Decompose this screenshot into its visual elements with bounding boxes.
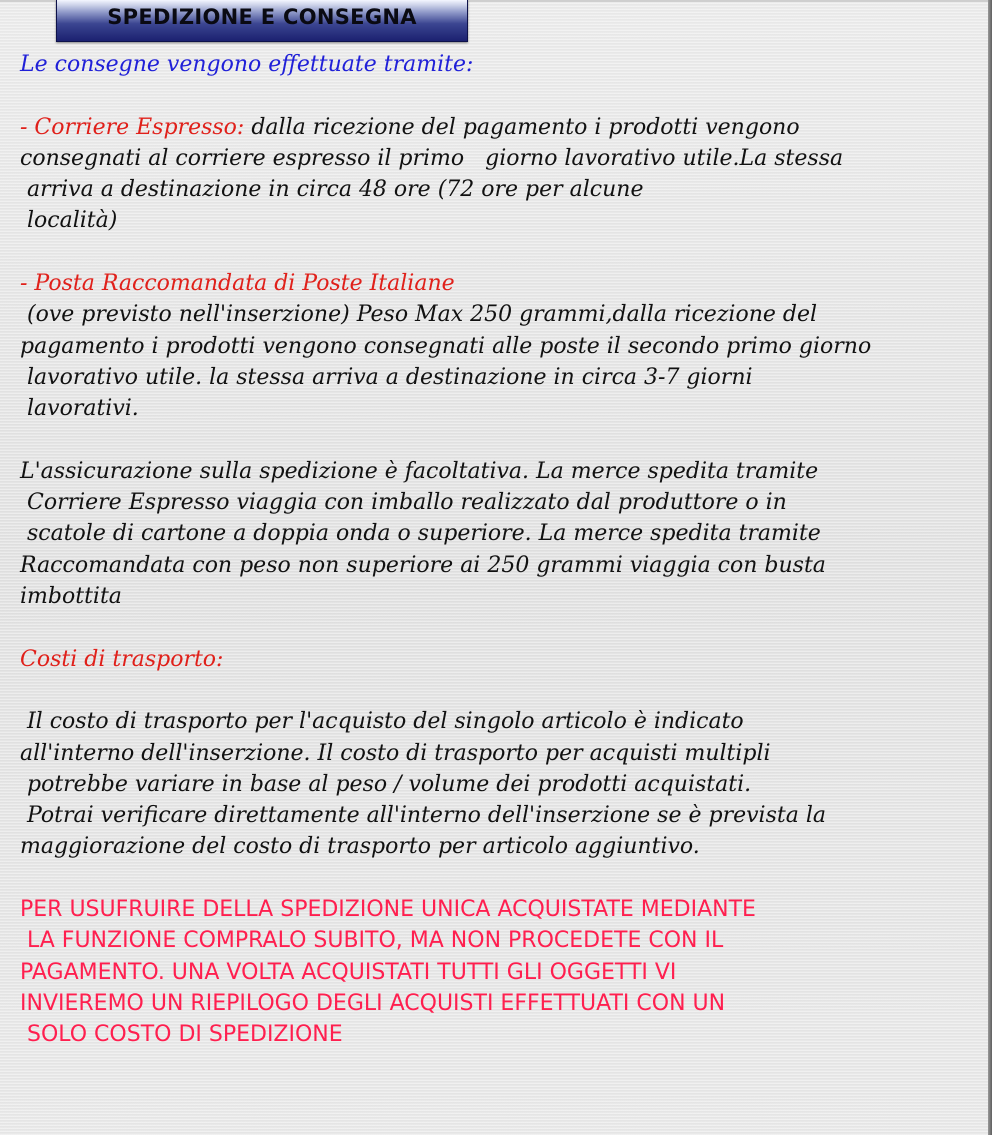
corriere-line-3: arriva a destinazione in circa 48 ore (72 ore per alcune	[20, 177, 644, 203]
corriere-line-2: consegnati al corriere espresso il primo giorno lavorativo utile.La stessa	[20, 145, 844, 171]
costi-line-4: Potrai verificare direttamente all'interno dell'inserzione se è prevista la	[20, 803, 826, 829]
page-right-border	[988, 0, 992, 1135]
spacer	[20, 80, 982, 111]
corriere-line-1-text: dalla ricezione del pagamento i prodotti vengono	[244, 114, 800, 140]
avviso-line-4: INVIEREMO UN RIEPILOGO DEGLI ACQUISTI EFFETTUATI CON UN	[20, 990, 726, 1016]
corriere-label: - Corriere Espresso:	[20, 114, 245, 140]
spacer	[20, 237, 982, 268]
costi-line-5: maggiorazione del costo di trasporto per articolo aggiuntivo.	[20, 834, 700, 860]
assicurazione-line-3: scatole di cartone a doppia onda o superiore. La merce spedita tramite	[20, 521, 821, 547]
avviso-line-5: SOLO COSTO DI SPEDIZIONE	[20, 1022, 343, 1048]
costi-label: Costi di trasporto:	[20, 646, 224, 672]
assicurazione-line-2: Corriere Espresso viaggia con imballo realizzato dal produttore o in	[20, 490, 787, 516]
assicurazione-line-5: imbottita	[20, 584, 122, 610]
avviso-line-2: LA FUNZIONE COMPRALO SUBITO, MA NON PROCEDETE CON IL	[20, 928, 724, 954]
costi-line-2: all'interno dell'inserzione. Il costo di trasporto per acquisti multipli	[20, 740, 771, 766]
spacer	[20, 675, 982, 706]
corriere-line-4: località)	[20, 208, 118, 234]
shipping-info-text	[20, 49, 982, 1051]
spacer	[20, 612, 982, 643]
section-header-banner	[56, 0, 468, 42]
posta-line-1: (ove previsto nell'inserzione) Peso Max 250 grammi,dalla ricezione del	[20, 302, 818, 328]
assicurazione-line-1: L'assicurazione sulla spedizione è facoltativa. La merce spedita tramite	[20, 458, 819, 484]
spacer	[20, 425, 982, 456]
avviso-line-1: PER USUFRUIRE DELLA SPEDIZIONE UNICA ACQUISTATE MEDIANTE	[20, 897, 756, 923]
posta-label: - Posta Raccomandata di Poste Italiane	[20, 271, 455, 297]
posta-line-2: pagamento i prodotti vengono consegnati alle poste il secondo primo giorno	[20, 333, 872, 359]
assicurazione-line-4: Raccomandata con peso non superiore ai 250 grammi viaggia con busta	[20, 552, 826, 578]
posta-line-3: lavorativo utile. la stessa arriva a destinazione in circa 3-7 giorni	[20, 364, 753, 390]
costi-line-3: potrebbe variare in base al peso / volume dei prodotti acquistati.	[20, 771, 752, 797]
spacer	[20, 863, 982, 894]
section-title: SPEDIZIONE E CONSEGNA	[107, 5, 417, 29]
posta-line-4: lavorativi.	[20, 396, 139, 422]
intro-line: Le consegne vengono effettuate tramite:	[20, 52, 474, 77]
corriere-line-1	[20, 112, 982, 143]
costi-line-1: Il costo di trasporto per l'acquisto del singolo articolo è indicato	[20, 709, 744, 735]
avviso-line-3: PAGAMENTO. UNA VOLTA ACQUISTATI TUTTI GLI OGGETTI VI	[20, 959, 677, 985]
